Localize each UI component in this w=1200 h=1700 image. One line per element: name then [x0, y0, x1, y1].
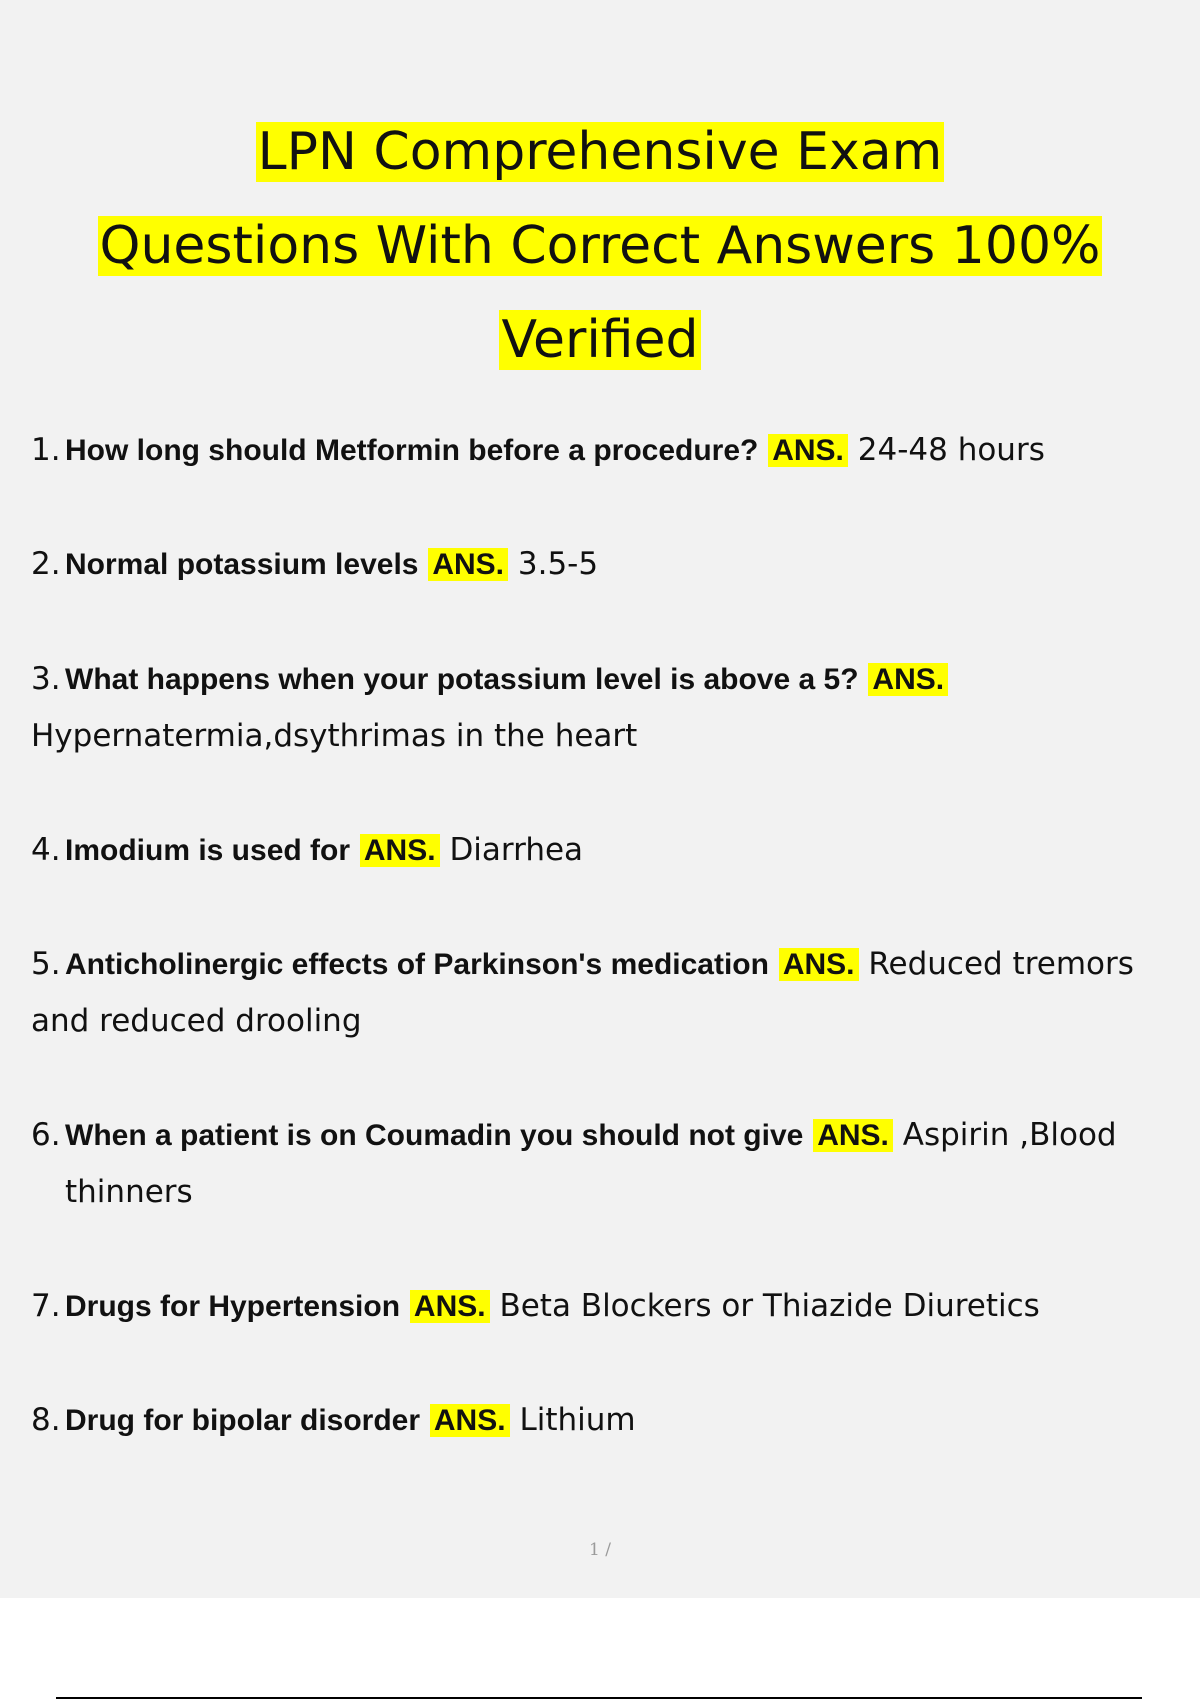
question-text: Imodium is used for [65, 834, 351, 867]
qa-item-5 [31, 936, 1191, 1049]
item-number: 4. [31, 832, 61, 868]
ans-label: ANS. [779, 948, 859, 981]
item-number: 5. [31, 946, 61, 982]
answer-text: 3.5-5 [517, 546, 599, 582]
qa-list [31, 422, 1191, 1449]
ans-label: ANS. [768, 434, 848, 467]
question-text: Drug for bipolar disorder [65, 1404, 421, 1437]
ans-label: ANS. [410, 1290, 490, 1323]
title-line-1: LPN Comprehensive Exam [257, 122, 943, 182]
ans-label: ANS. [813, 1119, 893, 1152]
qa-item-3 [31, 651, 1191, 764]
ans-label: ANS. [430, 1404, 510, 1437]
question-text: How long should Metformin before a procedure? [65, 434, 759, 467]
ans-label: ANS. [428, 548, 508, 581]
footer-divider [56, 1697, 1142, 1699]
item-number: 3. [31, 661, 61, 697]
item-number: 2. [31, 546, 61, 582]
question-text: Anticholinergic effects of Parkinson's medication [65, 948, 769, 981]
question-text: Drugs for Hypertension [65, 1290, 401, 1323]
item-number: 8. [31, 1402, 61, 1438]
title-line [0, 293, 1200, 387]
title-line-2: Questions With Correct Answers 100% [99, 216, 1101, 276]
answer-text: Beta Blockers or Thiazide Diuretics [499, 1288, 1040, 1324]
title-line [0, 105, 1200, 199]
page-number: 1 / [589, 1540, 611, 1560]
answer-text: Reduced tremors and reduced drooling [31, 946, 1134, 1039]
qa-item-6 [31, 1107, 1191, 1220]
item-number: 6. [31, 1117, 61, 1153]
qa-item-7 [31, 1278, 1191, 1335]
item-number: 7. [31, 1288, 61, 1324]
title-line-3: Verified [501, 310, 699, 370]
question-text: When a patient is on Coumadin you should not give [65, 1119, 804, 1152]
question-text: Normal potassium levels [65, 548, 419, 581]
qa-item-2 [31, 536, 1191, 593]
item-number: 1. [31, 432, 61, 468]
answer-text: Lithium [519, 1402, 636, 1438]
answer-text: Diarrhea [449, 832, 584, 868]
qa-item-8 [31, 1392, 1191, 1449]
ans-label: ANS. [360, 834, 440, 867]
answer-text: 24-48 hours [857, 432, 1045, 468]
answer-text: Hypernatermia,dsythrimas in the heart [31, 718, 638, 754]
document-title [0, 105, 1200, 387]
qa-item-1 [31, 422, 1191, 479]
qa-item-4 [31, 822, 1191, 879]
question-text: What happens when your potassium level is above a 5? [65, 663, 859, 696]
answer-text: Aspirin ,Blood thinners [65, 1117, 1117, 1210]
ans-label: ANS. [868, 663, 948, 696]
title-line [0, 199, 1200, 293]
